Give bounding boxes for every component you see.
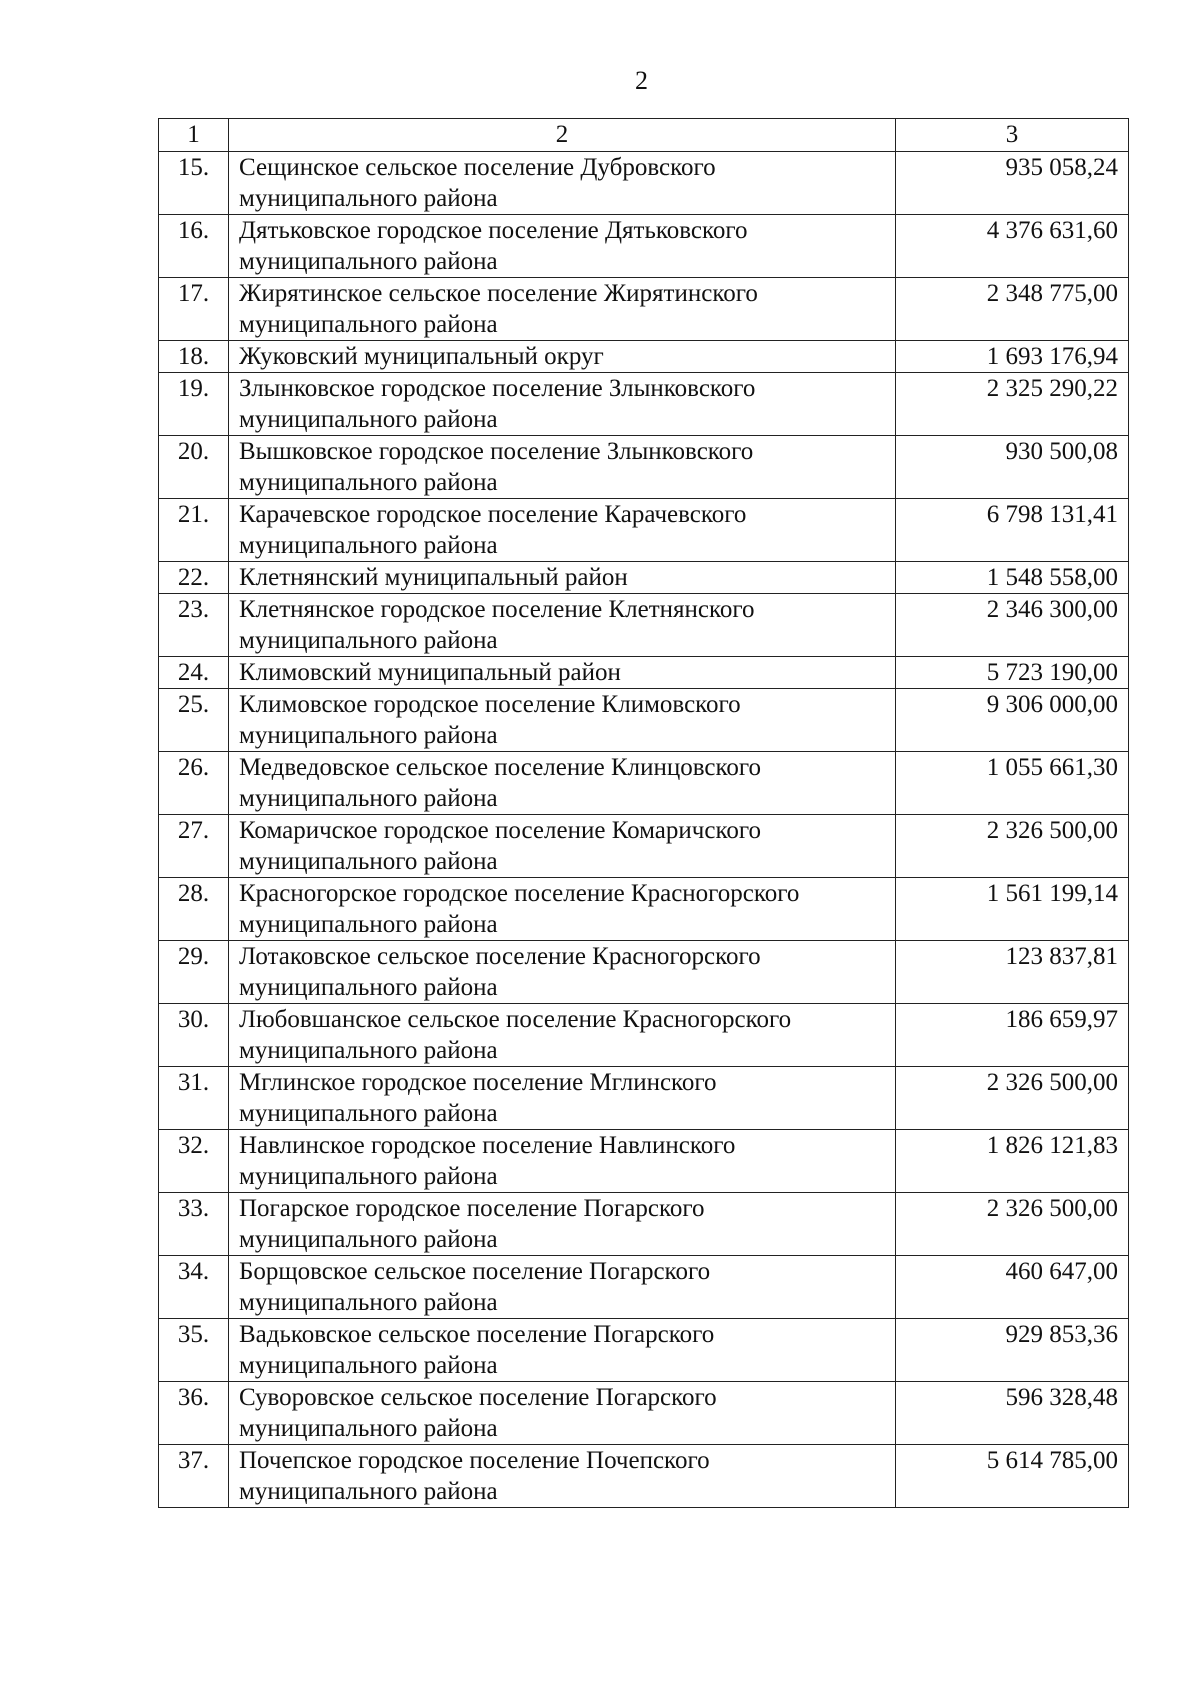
- amount-cell: 5 723 190,00: [896, 657, 1129, 689]
- row-number-cell: 29.: [159, 941, 229, 1004]
- table-row: [159, 657, 1129, 689]
- row-number-cell: 26.: [159, 752, 229, 815]
- municipality-name-cell: Вышковское городское поселение Злынковского муниципального района: [229, 436, 896, 499]
- municipality-name-cell: Вадьковское сельское поселение Погарского муниципального района: [229, 1319, 896, 1382]
- row-number-cell: 37.: [159, 1445, 229, 1508]
- municipality-name-cell: Погарское городское поселение Погарского муниципального района: [229, 1193, 896, 1256]
- amount-cell: 2 326 500,00: [896, 1193, 1129, 1256]
- row-number-cell: 32.: [159, 1130, 229, 1193]
- table-row: [159, 562, 1129, 594]
- amount-cell: 929 853,36: [896, 1319, 1129, 1382]
- municipality-name-cell: Климовский муниципальный район: [229, 657, 896, 689]
- table-row: [159, 1445, 1129, 1508]
- table-row: [159, 341, 1129, 373]
- municipality-name-cell: Карачевское городское поселение Карачевского муниципального района: [229, 499, 896, 562]
- municipality-name-cell: Борщовское сельское поселение Погарского муниципального района: [229, 1256, 896, 1319]
- amount-cell: 5 614 785,00: [896, 1445, 1129, 1508]
- table-row: [159, 436, 1129, 499]
- table-row: [159, 594, 1129, 657]
- municipality-name-cell: Почепское городское поселение Почепского муниципального района: [229, 1445, 896, 1508]
- municipality-name-cell: Климовское городское поселение Климовского муниципального района: [229, 689, 896, 752]
- amount-cell: 2 326 500,00: [896, 1067, 1129, 1130]
- table-row: [159, 1382, 1129, 1445]
- row-number-cell: 30.: [159, 1004, 229, 1067]
- row-number-cell: 31.: [159, 1067, 229, 1130]
- column-header-3: 3: [896, 119, 1129, 152]
- page-number: 2: [635, 66, 648, 95]
- municipality-name-cell: Красногорское городское поселение Красногорского муниципального района: [229, 878, 896, 941]
- amount-cell: 2 326 500,00: [896, 815, 1129, 878]
- municipality-name-cell: Сещинское сельское поселение Дубровского муниципального района: [229, 152, 896, 215]
- municipality-name-cell: Злынковское городское поселение Злынковского муниципального района: [229, 373, 896, 436]
- amount-cell: 2 346 300,00: [896, 594, 1129, 657]
- table-row: [159, 752, 1129, 815]
- municipality-name-cell: Медведовское сельское поселение Клинцовского муниципального района: [229, 752, 896, 815]
- amount-cell: 1 055 661,30: [896, 752, 1129, 815]
- row-number-cell: 21.: [159, 499, 229, 562]
- row-number-cell: 35.: [159, 1319, 229, 1382]
- row-number-cell: 20.: [159, 436, 229, 499]
- row-number-cell: 16.: [159, 215, 229, 278]
- row-number-cell: 15.: [159, 152, 229, 215]
- table-row: [159, 499, 1129, 562]
- municipality-name-cell: Жуковский муниципальный округ: [229, 341, 896, 373]
- table-row: [159, 878, 1129, 941]
- amount-cell: 1 693 176,94: [896, 341, 1129, 373]
- municipality-name-cell: Комаричское городское поселение Комаричского муниципального района: [229, 815, 896, 878]
- row-number-cell: 36.: [159, 1382, 229, 1445]
- row-number-cell: 34.: [159, 1256, 229, 1319]
- municipality-name-cell: Мглинское городское поселение Мглинского муниципального района: [229, 1067, 896, 1130]
- table-row: [159, 278, 1129, 341]
- table-row: [159, 373, 1129, 436]
- row-number-cell: 33.: [159, 1193, 229, 1256]
- row-number-cell: 25.: [159, 689, 229, 752]
- row-number-cell: 24.: [159, 657, 229, 689]
- table-row: [159, 215, 1129, 278]
- table-row: [159, 689, 1129, 752]
- table-row: [159, 1067, 1129, 1130]
- row-number-cell: 23.: [159, 594, 229, 657]
- table-header-row: [159, 119, 1129, 152]
- amount-cell: 9 306 000,00: [896, 689, 1129, 752]
- row-number-cell: 19.: [159, 373, 229, 436]
- municipality-name-cell: Суворовское сельское поселение Погарского муниципального района: [229, 1382, 896, 1445]
- amount-cell: 1 826 121,83: [896, 1130, 1129, 1193]
- amount-cell: 460 647,00: [896, 1256, 1129, 1319]
- amount-cell: 186 659,97: [896, 1004, 1129, 1067]
- table-row: [159, 1004, 1129, 1067]
- table-row: [159, 815, 1129, 878]
- column-header-1: 1: [159, 119, 229, 152]
- row-number-cell: 28.: [159, 878, 229, 941]
- municipality-name-cell: Любовшанское сельское поселение Красногорского муниципального района: [229, 1004, 896, 1067]
- municipality-name-cell: Лотаковское сельское поселение Красногорского муниципального района: [229, 941, 896, 1004]
- amount-cell: 1 561 199,14: [896, 878, 1129, 941]
- row-number-cell: 22.: [159, 562, 229, 594]
- municipality-name-cell: Жирятинское сельское поселение Жирятинского муниципального района: [229, 278, 896, 341]
- table-body: [159, 152, 1129, 1508]
- table-row: [159, 1130, 1129, 1193]
- municipality-name-cell: Дятьковское городское поселение Дятьковского муниципального района: [229, 215, 896, 278]
- amount-cell: 123 837,81: [896, 941, 1129, 1004]
- amount-cell: 1 548 558,00: [896, 562, 1129, 594]
- municipality-name-cell: Клетнянское городское поселение Клетнянского муниципального района: [229, 594, 896, 657]
- municipality-name-cell: Навлинское городское поселение Навлинского муниципального района: [229, 1130, 896, 1193]
- amount-cell: 930 500,08: [896, 436, 1129, 499]
- municipality-name-cell: Клетнянский муниципальный район: [229, 562, 896, 594]
- column-header-2: 2: [229, 119, 896, 152]
- row-number-cell: 17.: [159, 278, 229, 341]
- amount-cell: 2 325 290,22: [896, 373, 1129, 436]
- table-row: [159, 941, 1129, 1004]
- row-number-cell: 18.: [159, 341, 229, 373]
- table-row: [159, 1193, 1129, 1256]
- table-row: [159, 1256, 1129, 1319]
- amount-cell: 2 348 775,00: [896, 278, 1129, 341]
- row-number-cell: 27.: [159, 815, 229, 878]
- amount-cell: 6 798 131,41: [896, 499, 1129, 562]
- allocation-table: [158, 118, 1129, 1508]
- table-row: [159, 152, 1129, 215]
- amount-cell: 935 058,24: [896, 152, 1129, 215]
- amount-cell: 596 328,48: [896, 1382, 1129, 1445]
- table-row: [159, 1319, 1129, 1382]
- amount-cell: 4 376 631,60: [896, 215, 1129, 278]
